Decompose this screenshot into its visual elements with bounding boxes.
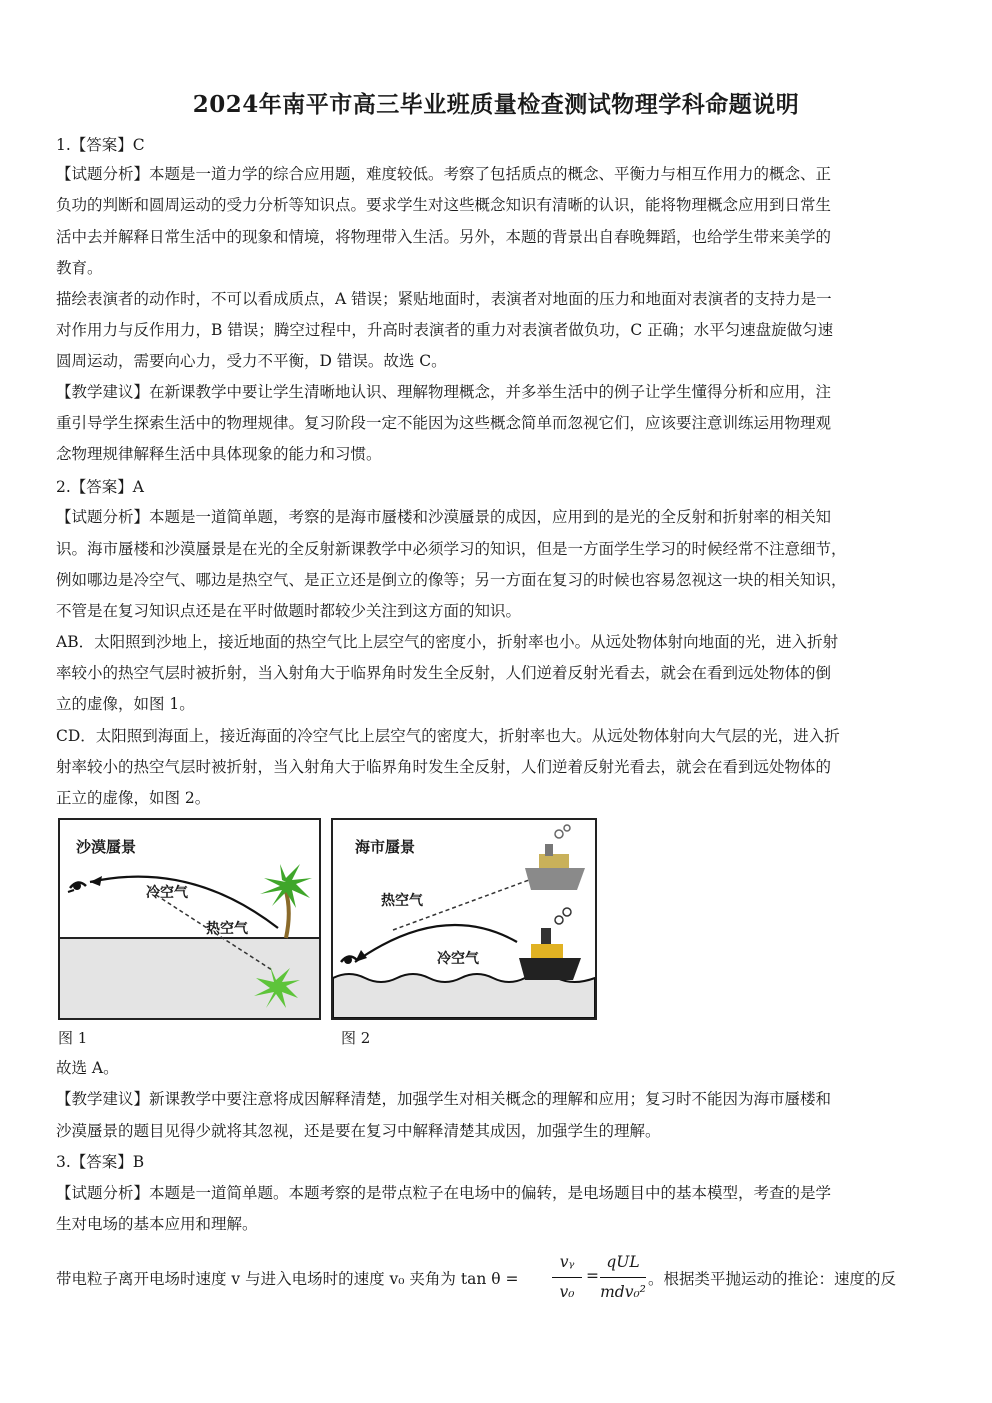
q1-analysis-line: 活中去并解释日常生活中的现象和情境，将物理带入生活。另外，本题的背景出自春晚舞蹈，也给学生带来美学的	[56, 228, 832, 246]
fig2-hot-air-label: 热空气	[381, 893, 423, 909]
q2-advice-line: 【教学建议】新课教学中要注意将成因解释清楚，加强学生对相关概念的理解和应用；复习时不能因为海市蜃楼和	[56, 1090, 832, 1108]
q1-detail-line: 对作用力与反作用力，B 错误；腾空过程中，升高时表演者的重力对表演者做负功，C 正确；水平匀速盘旋做匀速	[56, 321, 834, 339]
observer-eye-icon	[68, 882, 86, 892]
q1-analysis-line: 教育。	[56, 259, 103, 277]
q3-fraction1-bar	[552, 1277, 582, 1278]
q1-advice-line: 【教学建议】在新课教学中要让学生清晰地认识、理解物理概念，并多举生活中的例子让学生懂得分析和应用，注	[56, 383, 832, 401]
page-title: 2024年南平市高三毕业班质量检查测试物理学科命题说明	[192, 91, 800, 118]
figure-sea-mirage	[331, 818, 597, 1020]
q3-fraction1-denominator: v₀	[559, 1283, 575, 1301]
fig1-hot-air-label: 热空气	[206, 921, 248, 937]
q2-ab-line: 率较小的热空气层时被折射，当入射角大于临界角时发生全反射，人们逆着反射光看去，就会在看到远处物体的倒	[56, 664, 832, 682]
fig1-cold-air-label: 冷空气	[146, 885, 188, 901]
q3-analysis-line: 【试题分析】本题是一道简单题。本题考察的是带点粒子在电场中的偏转，是电场题目中的基本模型，考查的是学	[56, 1184, 832, 1202]
q3-formula-suffix: 。根据类平抛运动的推论：速度的反	[648, 1270, 897, 1288]
q3-equals-sign: =	[586, 1267, 599, 1285]
q2-answer: 2.【答案】A	[56, 478, 144, 496]
q1-analysis-line: 负功的判断和圆周运动的受力分析等知识点。要求学生对这些概念知识有清晰的认识，能将物理概念应用到日常生	[56, 196, 832, 214]
q2-cd-line: CD．太阳照到海面上，接近海面的冷空气比上层空气的密度大，折射率也大。从远处物体射向大气层的光，进入折	[56, 727, 840, 745]
q2-analysis-line: 【试题分析】本题是一道简单题，考察的是海市蜃楼和沙漠蜃景的成因，应用到的是光的全反射和折射率的相关知	[56, 508, 832, 526]
q1-advice-line: 重引导学生探索生活中的物理规律。复习阶段一定不能因为这些概念简单而忽视它们，应该要注意训练运用物理观	[56, 414, 832, 432]
fig2-title: 海市蜃景	[355, 838, 416, 856]
q3-analysis-line: 生对电场的基本应用和理解。	[56, 1215, 258, 1233]
q2-cd-line: 正立的虚像，如图 2。	[56, 789, 211, 807]
q1-advice-line: 念物理规律解释生活中具体现象的能力和习惯。	[56, 445, 382, 463]
q3-fraction1-numerator: vᵧ	[559, 1253, 575, 1271]
q1-detail-line: 圆周运动，需要向心力，受力不平衡，D 错误。故选 C。	[56, 352, 447, 370]
observer-eye-icon	[341, 956, 357, 964]
q2-conclusion: 故选 A。	[56, 1059, 119, 1077]
q2-advice-line: 沙漠蜃景的题目见得少就将其忽视，还是要在复习中解释清楚其成因，加强学生的理解。	[56, 1122, 661, 1140]
mirage-ship-icon	[525, 825, 585, 890]
q3-fraction2-numerator: qUL	[606, 1253, 640, 1271]
q1-answer: 1.【答案】C	[56, 136, 145, 154]
palm-tree-icon	[260, 864, 312, 938]
fig2-caption: 图 2	[341, 1029, 371, 1047]
fig1-caption: 图 1	[58, 1029, 88, 1047]
q2-analysis-line: 识。海市蜃楼和沙漠蜃景是在光的全反射新课教学中必须学习的知识，但是一方面学生学习的时候经常不注意细节，	[56, 540, 847, 558]
ship-icon	[519, 908, 581, 980]
q2-ab-line: AB．太阳照到沙地上，接近地面的热空气比上层空气的密度小，折射率也小。从远处物体射向地面的光，进入折射	[56, 633, 839, 651]
q3-answer: 3.【答案】B	[56, 1153, 145, 1171]
figure-desert-mirage	[58, 818, 321, 1020]
q2-ab-line: 立的虚像，如图 1。	[56, 695, 195, 713]
q2-analysis-line: 不管是在复习知识点还是在平时做题时都较少关注到这方面的知识。	[56, 602, 522, 620]
q2-analysis-line: 例如哪边是冷空气、哪边是热空气、是正立还是倒立的像等；另一方面在复习的时候也容易忽视这一块的相关知识，	[56, 571, 847, 589]
q3-fraction2-bar	[600, 1277, 646, 1278]
fig2-cold-air-label: 冷空气	[437, 951, 479, 967]
q2-cd-line: 射率较小的热空气层时被折射，当入射角大于临界角时发生全反射，人们逆着反射光看去，就会在看到远处物体的	[56, 758, 832, 776]
q3-formula-prefix: 带电粒子离开电场时速度 v 与进入电场时的速度 v₀ 夹角为 tan θ =	[56, 1270, 519, 1288]
q1-analysis-line: 【试题分析】本题是一道力学的综合应用题，难度较低。考察了包括质点的概念、平衡力与相互作用力的概念、正	[56, 165, 832, 183]
fig1-title: 沙漠蜃景	[76, 838, 137, 856]
q3-fraction2-denominator: mdv₀²	[600, 1283, 646, 1301]
q1-detail-line: 描绘表演者的动作时，不可以看成质点，A 错误；紧贴地面时，表演者对地面的压力和地面对表演者的支持力是一	[56, 290, 832, 308]
